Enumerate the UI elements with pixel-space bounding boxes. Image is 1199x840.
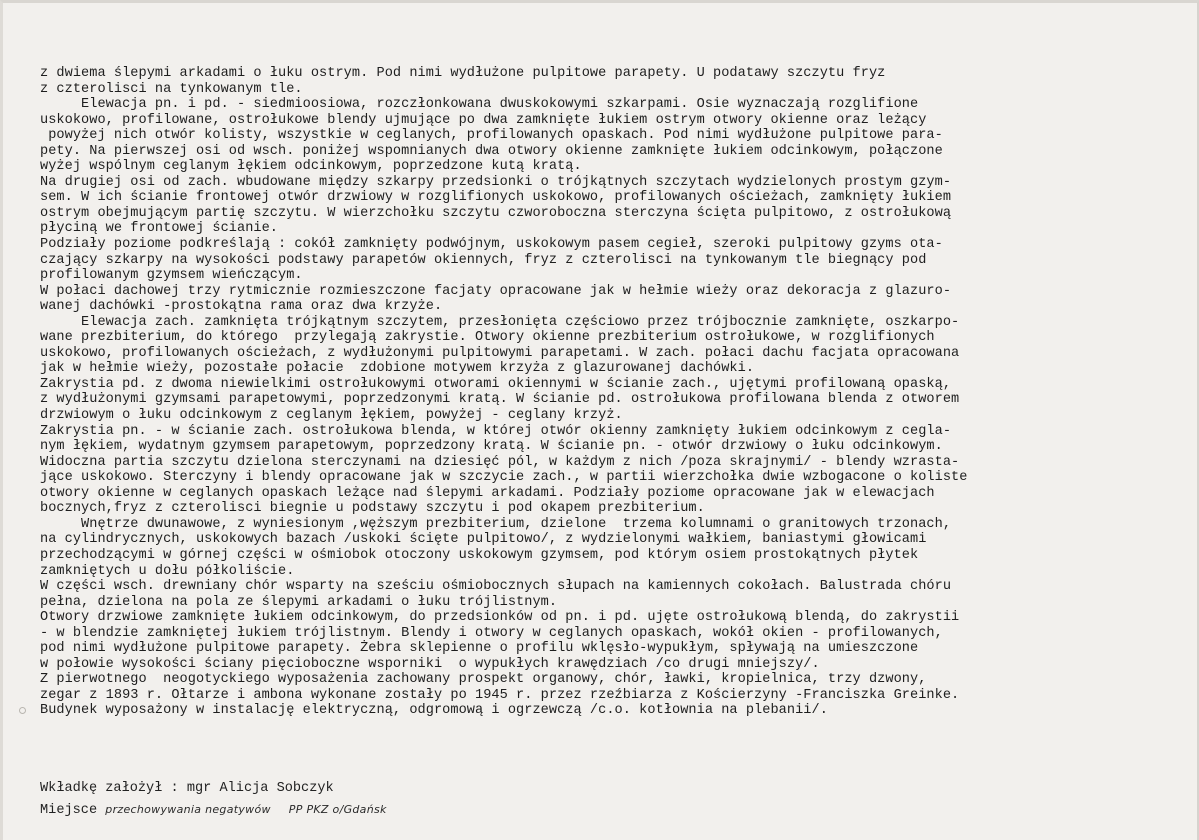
text-line: Podziały poziome podkreślają : cokół zamknięty podwójnym, uskokowym pasem cegieł, szeroki pulpitowy gzyms ota-: [40, 237, 943, 253]
text-line: profilowanym gzymsem wieńczącym.: [40, 268, 303, 284]
text-line: bocznych,fryz z czterolisci biegnie u podstawy szczytu i pod okapem prezbiterium.: [40, 501, 705, 517]
text-line: Elewacja pn. i pd. - siedmioosiowa, rozczłonkowana dwuskokowymi szkarpami. Osie wyznaczają rozglifione: [40, 97, 919, 113]
text-line: Na drugiej osi od zach. wbudowane między szkarpy przedsionki o trójkątnych szczytach wydzielonych prostym gzym-: [40, 174, 952, 190]
text-line: Z pierwotnego neogotyckiego wyposażenia zachowany prospekt organowy, chór, ławki, kropielnica, trzy dzwony,: [40, 672, 927, 688]
text-line: Widoczna partia szczytu dzielona sterczynami na dziesięć pól, w każdym z nich /poza skrajnymi/ - blendy wzrasta-: [40, 454, 960, 470]
text-line: pod nimi wydłużone pulpitowe parapety. Żebra sklepienne o profilu wklęsło-wypukłym, spływają na umieszczone: [40, 641, 919, 657]
text-line: drzwiowym o łuku odcinkowym z ceglanym łękiem, powyżej - ceglany krzyż.: [40, 408, 623, 424]
text-line: z wydłużonymi gzymsami parapetowymi, poprzedzonymi kratą. W ścianie pd. ostrołukowa profilowana blenda z otworem: [40, 392, 960, 408]
text-line: - w blendzie zamkniętej łukiem trójlistnym. Blendy i otwory w ceglanych opaskach, wokół okien - profilowanych,: [40, 625, 943, 641]
typed-text-body: [40, 66, 1190, 719]
text-line: nym łękiem, wydatnym gzymsem parapetowym, poprzedzony kratą. W ścianie pn. - otwór drzwiowy o łuku odcinkowym.: [40, 439, 943, 455]
text-line: wyżej wspólnym ceglanym łękiem odcinkowym, poprzedzone kutą kratą.: [40, 159, 582, 175]
text-line: zamkniętych u dołu półkoliście.: [40, 563, 295, 579]
text-line: wane prezbiterium, do którego przylegają zakrystie. Otwory okienne prezbiterium ostrołukowe, w rozglifionych: [40, 330, 935, 346]
text-line: W części wsch. drewniany chór wsparty na sześciu ośmiobocznych słupach na kamiennych cokołach. Balustrada chóru: [40, 579, 952, 595]
text-line: Budynek wyposażony w instalację elektryczną, odgromową i ogrzewczą /c.o. kotłownia na plebanii/.: [40, 703, 828, 719]
text-line: Zakrystia pn. - w ścianie zach. ostrołukowa blenda, w której otwór okienny zamknięty łukiem odcinkowym z cegla-: [40, 423, 952, 439]
document-footer: [40, 778, 1160, 821]
text-line: Zakrystia pd. z dwoma niewielkimi ostrołukowymi otworami okiennymi w ścianie zach., ujętymi profilowaną opaską,: [40, 376, 952, 392]
text-line: Wnętrze dwunawowe, z wyniesionym ,węższym prezbiterium, dzielone trzema kolumnami o granitowych trzonach,: [40, 516, 952, 532]
punch-hole-mark: [19, 707, 26, 714]
handwritten-institution: PP PKZ o/Gdańsk: [288, 803, 387, 816]
text-line: pełna, dzielona na pola ze ślepymi arkadami o łuku trójlistnym.: [40, 594, 558, 610]
handwritten-place: przechowywania negatywów: [105, 803, 271, 816]
text-line: uskokowo, profilowane, ostrołukowe blendy ujmujące po dwa zamknięte łukiem ostrym otwory okienne oraz leżący: [40, 112, 927, 128]
place-label: Miejsce: [40, 803, 98, 818]
text-line: wanej dachówki -prostokątna rama oraz dwa krzyże.: [40, 299, 443, 315]
text-line: W połaci dachowej trzy rytmicznie rozmieszczone facjaty opracowane jak w hełmie wieży oraz dekoracja z glazuro-: [40, 283, 952, 299]
text-line: z czterolisci na tynkowanym tle.: [40, 81, 303, 97]
text-line: sem. W ich ścianie frontowej otwór drzwiowy w rozglifionych uskokowo, profilowanych ościeżach, zamknięty łukiem: [40, 190, 952, 206]
text-line: przechodzącymi w górnej części w ośmiobok otoczony uskokowym gzymsem, pod którym osiem prostokątnych płytek: [40, 547, 919, 563]
text-line: w połowie wysokości ściany pięcioboczne wsporniki o wypukłych krawędziach /co drugi mniejszy/.: [40, 656, 820, 672]
text-line: Elewacja zach. zamknięta trójkątnym szczytem, przesłonięta częściowo przez trójbocznie zamknięte, oszkarpo-: [40, 314, 960, 330]
text-line: na cylindrycznych, uskokowych bazach /uskoki ścięte pulpitowo/, z wydzielonymi wałkiem, baniastymi głowicami: [40, 532, 927, 548]
storage-place-line: [40, 799, 1160, 821]
text-line: powyżej nich otwór kolisty, wszystkie w ceglanych, profilowanych opaskach. Pod nimi wydłużone pulpitowe para-: [40, 128, 943, 144]
author-line: Wkładkę założył : mgr Alicja Sobczyk: [40, 781, 334, 796]
text-line: czający szkarpy na wysokości podstawy parapetów okiennych, fryz z czterolisci na tynkowanym tle biegnący pod: [40, 252, 927, 268]
text-line: Otwory drzwiowe zamknięte łukiem odcinkowym, do przedsionków od pn. i pd. ujęte ostrołukową blendą, do zakrystii: [40, 610, 960, 626]
text-line: jak w hełmie wieży, pozostałe połacie zdobione motywem krzyża z glazurowanej dachówki.: [40, 361, 755, 377]
text-line: zegar z 1893 r. Ołtarze i ambona wykonane zostały po 1945 r. przez rzeźbiarza z Kościerzyny -Franciszka Greinke.: [40, 687, 960, 703]
text-line: otwory okienne w ceglanych opaskach leżące nad ślepymi arkadami. Podziały poziome opracowane jak w elewacjach: [40, 485, 935, 501]
text-line: ostrym obejmującym partię szczytu. W wierzchołku szczytu czworoboczna sterczyna ścięta pulpitowo, z ostrołukową: [40, 205, 952, 221]
text-line: uskokowo, profilowanych ościeżach, z wydłużonymi pulpitowymi parapetami. W zach. połaci dachu facjata opracowana: [40, 345, 960, 361]
text-line: pety. Na pierwszej osi od wsch. poniżej wspomnianych dwa otwory okienne zamknięte łukiem odcinkowym, połączone: [40, 143, 943, 159]
text-line: płyciną we frontowej ścianie.: [40, 221, 279, 237]
text-line: jące uskokowo. Sterczyny i blendy opracowane jak w szczycie zach., w partii wierzchołka dwie wzbogacone o koliste: [40, 470, 968, 486]
text-line: z dwiema ślepymi arkadami o łuku ostrym. Pod nimi wydłużone pulpitowe parapety. U podatawy szczytu fryz: [40, 66, 886, 81]
